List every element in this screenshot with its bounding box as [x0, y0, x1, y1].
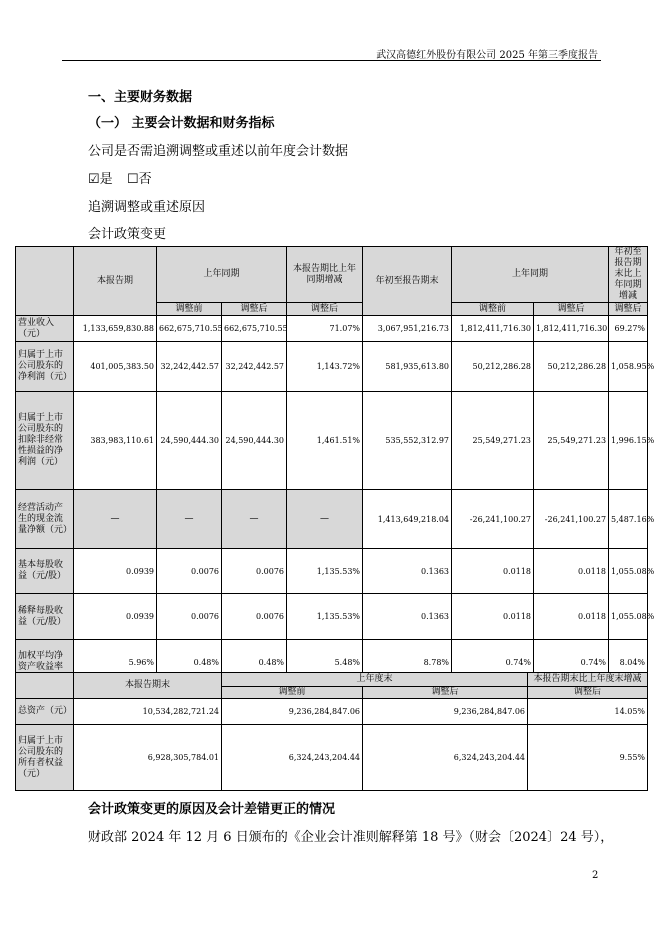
- cell: 0.0939: [74, 594, 157, 640]
- cell: 1,812,411,716.30: [452, 316, 534, 342]
- col-after-adj: 调整后: [528, 687, 648, 699]
- cell: 50,212,286.28: [534, 342, 609, 392]
- table-row: [16, 392, 648, 490]
- cell: 401,005,383.50: [74, 342, 157, 392]
- col-prior-year-end: 上年度末: [222, 673, 528, 687]
- col-after-adj: 调整后: [287, 303, 363, 316]
- cell: 0.0118: [534, 594, 609, 640]
- row-label: 营业收入（元）: [16, 316, 74, 342]
- cell: 1,133,659,830.88: [74, 316, 157, 342]
- cell: 1,055.08%: [609, 549, 648, 594]
- col-ytd: 年初至报告期末: [363, 247, 452, 316]
- cell: 0.0939: [74, 549, 157, 594]
- cell: 1,413,649,218.04: [363, 490, 452, 549]
- policy-text: 财政部 2024 年 12 月 6 日颁布的《企业会计准则解释第 18 号》（财会〔2024〕24 号），: [88, 830, 614, 845]
- cell: 24,590,444.30: [222, 392, 287, 490]
- cell: 5.96%: [74, 640, 157, 685]
- financial-data-table: [15, 246, 655, 685]
- cell: 0.0118: [534, 549, 609, 594]
- page-header: 武汉高德红外股份有限公司 2025 年第三季度报告: [376, 50, 598, 61]
- cell: 1,812,411,716.30: [534, 316, 609, 342]
- col-before-adj: 调整前: [222, 687, 363, 699]
- cell: 0.74%: [452, 640, 534, 685]
- col-change-current: 本报告期比上年同期增减: [287, 247, 363, 303]
- col-period-end: 本报告期末: [74, 673, 222, 699]
- cell: 581,935,613.80: [363, 342, 452, 392]
- cell: 0.1363: [363, 594, 452, 640]
- row-label: 经营活动产生的现金流量净额（元）: [16, 490, 74, 549]
- reason-label: 追溯调整或重述原因: [88, 200, 206, 215]
- section-title: 一、主要财务数据: [88, 90, 193, 105]
- cell: 6,324,243,204.44: [222, 725, 363, 791]
- cell: -26,241,100.27: [534, 490, 609, 549]
- cell: 5,487.16%: [609, 490, 648, 549]
- cell: 1,055.08%: [609, 594, 648, 640]
- header-rule: [62, 60, 601, 61]
- col-prior-same-period: 上年同期: [157, 247, 287, 303]
- cell: 0.0076: [222, 594, 287, 640]
- cell: 383,983,110.61: [74, 392, 157, 490]
- cell: 0.0076: [157, 594, 222, 640]
- row-label: 加权平均净资产收益率: [16, 640, 74, 685]
- cell: —: [287, 490, 363, 549]
- table-row: [16, 725, 648, 791]
- cell: 1,135.53%: [287, 549, 363, 594]
- cell: 0.48%: [157, 640, 222, 685]
- col-change-ytd: 年初至报告期末比上年同期增减: [609, 247, 648, 303]
- cell: 32,242,442.57: [222, 342, 287, 392]
- cell: 662,675,710.55: [157, 316, 222, 342]
- row-label: 归属于上市公司股东的扣除非经常性损益的净利润（元）: [16, 392, 74, 490]
- row-label: 归属于上市公司股东的净利润（元）: [16, 342, 74, 392]
- col-prior-same-period-ytd: 上年同期: [452, 247, 609, 303]
- cell: 0.0118: [452, 594, 534, 640]
- cell: —: [157, 490, 222, 549]
- checkbox-yes: ☑是: [88, 172, 113, 187]
- checkbox-row: [88, 168, 152, 187]
- cell: 71.07%: [287, 316, 363, 342]
- cell: —: [222, 490, 287, 549]
- table-row: [16, 594, 648, 640]
- cell: 10,534,282,721.24: [74, 699, 222, 725]
- cell: 69.27%: [609, 316, 648, 342]
- cell: 1,135.53%: [287, 594, 363, 640]
- cell: 6,928,305,784.01: [74, 725, 222, 791]
- cell: 14.05%: [528, 699, 648, 725]
- balance-data-table: [15, 672, 648, 791]
- col-after-adj: 调整后: [534, 303, 609, 316]
- col-change: 本报告期末比上年度末增减: [528, 673, 648, 687]
- col-current-period: 本报告期: [74, 247, 157, 316]
- table-row: [16, 549, 648, 594]
- col-after-adj: 调整后: [363, 687, 528, 699]
- table-row: [16, 342, 648, 392]
- page-number: 2: [592, 870, 599, 881]
- cell: 8.04%: [609, 640, 648, 685]
- cell: -26,241,100.27: [452, 490, 534, 549]
- col-before-adj: 调整前: [452, 303, 534, 316]
- header-blank: [16, 673, 74, 699]
- cell: 1,143.72%: [287, 342, 363, 392]
- cell: 0.74%: [534, 640, 609, 685]
- cell: 6,324,243,204.44: [363, 725, 528, 791]
- cell: 535,552,312.97: [363, 392, 452, 490]
- cell: 1,461.51%: [287, 392, 363, 490]
- cell: 0.0118: [452, 549, 534, 594]
- row-label: 稀释每股收益（元/股）: [16, 594, 74, 640]
- row-label: 基本每股收益（元/股）: [16, 549, 74, 594]
- table-row: [16, 699, 648, 725]
- table-row: [16, 316, 648, 342]
- cell: 25,549,271.23: [534, 392, 609, 490]
- cell: 25,549,271.23: [452, 392, 534, 490]
- cell: 50,212,286.28: [452, 342, 534, 392]
- cell: 3,067,951,216.73: [363, 316, 452, 342]
- policy-title: 会计政策变更的原因及会计差错更正的情况: [88, 802, 336, 817]
- cell: 24,590,444.30: [157, 392, 222, 490]
- checkbox-no: ☐否: [126, 172, 152, 187]
- cell: 9,236,284,847.06: [222, 699, 363, 725]
- cell: 0.0076: [157, 549, 222, 594]
- cell: 1,058.95%: [609, 342, 648, 392]
- col-after-adj: 调整后: [609, 303, 648, 316]
- cell: —: [74, 490, 157, 549]
- row-label: 总资产（元）: [16, 699, 74, 725]
- table-row: [16, 490, 648, 549]
- cell: 0.1363: [363, 549, 452, 594]
- reason-value: 会计政策变更: [88, 227, 167, 242]
- cell: 8.78%: [363, 640, 452, 685]
- question-text: 公司是否需追溯调整或重述以前年度会计数据: [88, 144, 349, 159]
- cell: 0.0076: [222, 549, 287, 594]
- col-after-adj: 调整后: [222, 303, 287, 316]
- cell: 662,675,710.55: [222, 316, 287, 342]
- cell: 32,242,442.57: [157, 342, 222, 392]
- col-before-adj: 调整前: [157, 303, 222, 316]
- row-label: 归属于上市公司股东的所有者权益（元）: [16, 725, 74, 791]
- cell: 9,236,284,847.06: [363, 699, 528, 725]
- cell: 0.48%: [222, 640, 287, 685]
- cell: 5.48%: [287, 640, 363, 685]
- cell: 1,996.15%: [609, 392, 648, 490]
- cell: 9.55%: [528, 725, 648, 791]
- header-blank: [16, 247, 74, 316]
- subsection-title: （一） 主要会计数据和财务指标: [88, 116, 275, 131]
